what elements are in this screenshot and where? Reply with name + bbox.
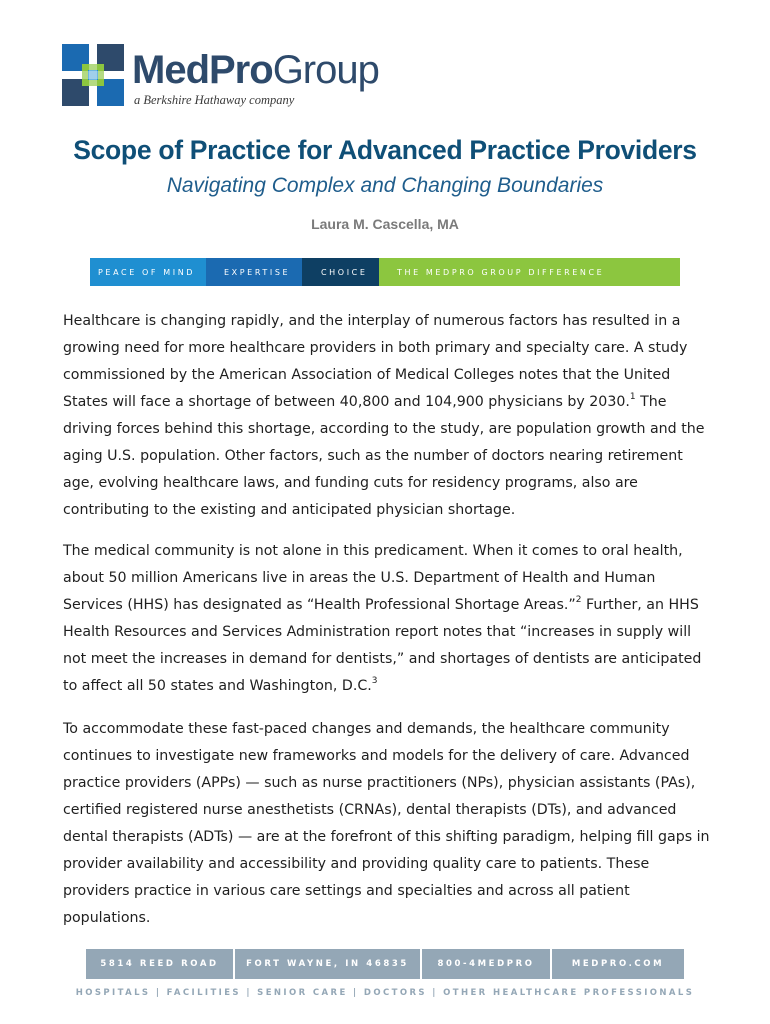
document-subtitle: Navigating Complex and Changing Boundaries [166, 174, 604, 197]
logo-name-medpro: MedPro [132, 48, 273, 92]
footnote-ref-1: 1 [629, 392, 636, 403]
footer-phone: 800-4MEDPRO [422, 949, 550, 979]
document-author: Laura M. Cascella, MA [311, 216, 459, 232]
paragraph-1-text-a: Healthcare is changing rapidly, and the interplay of numerous factors has resulted in a growing need for more healthcare providers in both primary and specialty care. A study commissioned by the American Association of Medical Colleges notes that the United States will face a shortage of between 40,800 and 104,900 physicians by 2030. [63, 313, 688, 410]
footer-website: MEDPRO.COM [552, 949, 684, 979]
medpro-logo-mark-icon [62, 44, 124, 106]
value-banner [90, 258, 680, 286]
banner-peace-of-mind: PEACE OF MIND [90, 258, 206, 286]
document-title: Scope of Practice for Advanced Practice Providers [73, 135, 697, 165]
banner-expertise: EXPERTISE [206, 258, 302, 286]
footnote-ref-3: 3 [371, 676, 378, 687]
banner-choice: CHOICE [302, 258, 379, 286]
paragraph-1 [63, 308, 713, 524]
paragraph-2 [63, 538, 713, 700]
footnote-ref-2: 2 [575, 595, 582, 606]
logo-name-group: Group [272, 48, 379, 92]
footer-contact-bar [86, 949, 684, 979]
medpro-logo [62, 44, 392, 114]
paragraph-3: To accommodate these fast-paced changes and demands, the healthcare community continues to investigate new frameworks and models for the delivery of care. Advanced practice providers (APPs) — such as nurse practitioners (NPs), physician assistants (PAs), certified registered nurse anesthetists (CRNAs), dental therapists (DTs), and advanced dental therapists (ADTs) — are at the forefront of this shifting paradigm, helping fill gaps in provider availability and accessibility and providing quality care to patients. These providers practice in various care settings and specialties and across all patient populations. [63, 721, 710, 926]
paragraph-1-text-b: The driving forces behind this shortage, according to the study, are population growth and the aging U.S. population. Other factors, such as the number of doctors nearing retirement age, evolving healthcare laws, and funding cuts for residency programs, also are contributing to the existing and anticipated physician shortage. [63, 394, 705, 518]
logo-wordmark [132, 48, 379, 92]
paragraph-2-text-a: The medical community is not alone in this predicament. When it comes to oral health, about 50 million Americans live in areas the U.S. Department of Health and Human Services (HHS) has designated as “Health Professional Shortage Areas.” [63, 543, 683, 613]
footer-address: 5814 REED ROAD [86, 949, 233, 979]
footer-city: FORT WAYNE, IN 46835 [235, 949, 420, 979]
footer-tagline: HOSPITALS | FACILITIES | SENIOR CARE | DOCTORS | OTHER HEALTHCARE PROFESSIONALS [75, 988, 695, 998]
banner-difference: THE MEDPRO GROUP DIFFERENCE [379, 258, 680, 286]
paragraph-2-text-b: Further, an HHS Health Resources and Services Administration report notes that “increases in supply will not meet the increases in demand for dentists,” and shortages of dentists are anticipated to affect all 50 states and Washington, D.C. [63, 597, 702, 694]
logo-tagline: a Berkshire Hathaway company [134, 93, 295, 107]
